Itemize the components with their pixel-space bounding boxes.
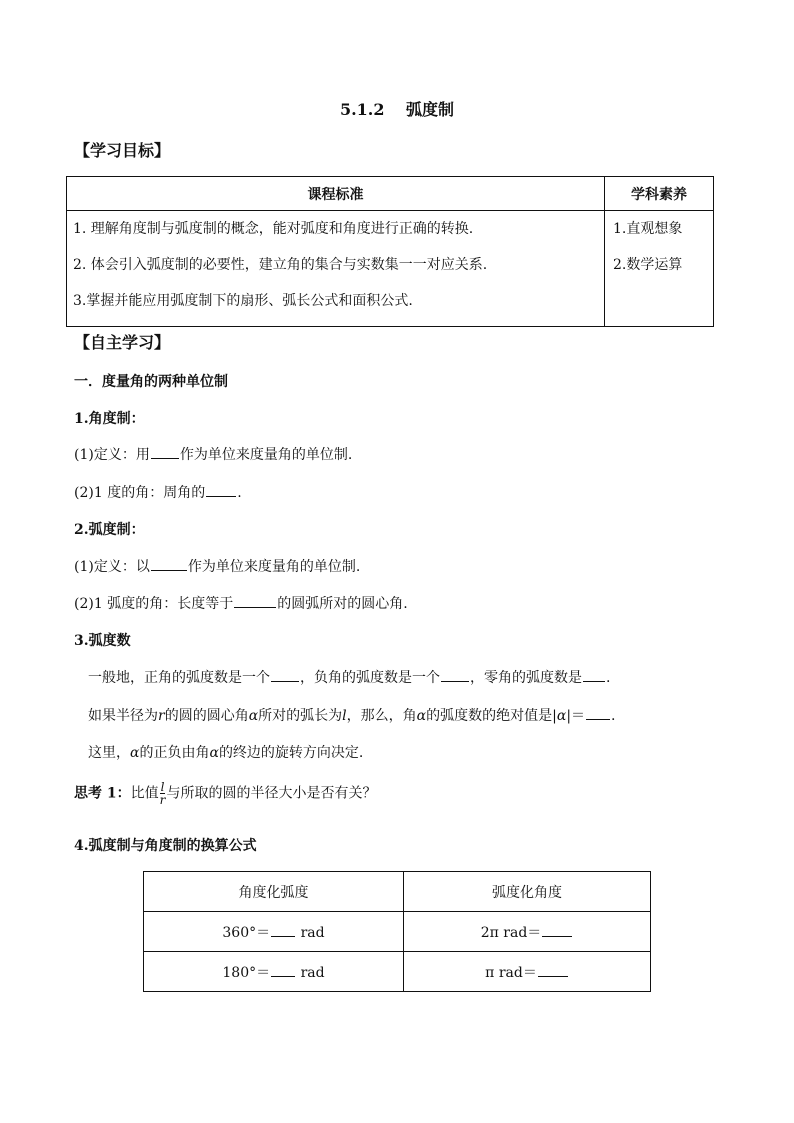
goal-item: 2. 体会引入弧度制的必要性，建立角的集合与实数集一一对应关系. bbox=[73, 257, 488, 273]
degree-heading: 1.角度制： bbox=[74, 411, 145, 427]
radian-definition: (1)定义：以 作为单位来度量角的单位制. bbox=[74, 556, 360, 576]
fill-blank[interactable] bbox=[271, 922, 295, 937]
fill-blank[interactable] bbox=[542, 922, 572, 937]
fill-blank[interactable] bbox=[271, 667, 299, 682]
section-learning-goals: 【学习目标】 bbox=[74, 141, 171, 160]
radian-one-radian: (2)1 弧度的角：长度等于 的圆弧所对的圆心角. bbox=[74, 593, 408, 613]
degree-one-degree: (2)1 度的角：周角的 . bbox=[74, 482, 242, 502]
conv-cell: 180°＝ rad bbox=[144, 952, 404, 992]
fill-blank[interactable] bbox=[206, 482, 236, 497]
conv-cell: 360°＝ rad bbox=[144, 912, 404, 952]
conv-header-rad-to-deg: 弧度化角度 bbox=[404, 872, 651, 912]
goals-header-standard: 课程标准 bbox=[67, 177, 605, 211]
radnum-line-1: 一般地，正角的弧度数是一个 ，负角的弧度数是一个 ，零角的弧度数是 . bbox=[88, 667, 610, 687]
radnum-line-3: 这里，α的正负由角α的终边的旋转方向决定. bbox=[88, 745, 364, 761]
part1-heading: 一．度量角的两种单位制 bbox=[74, 374, 228, 390]
goal-item: 1. 理解角度制与弧度制的概念，能对弧度和角度进行正确的转换. bbox=[73, 221, 474, 237]
fill-blank[interactable] bbox=[234, 593, 276, 608]
fill-blank[interactable] bbox=[586, 705, 610, 720]
radnum-line-2: 如果半径为r的圆的圆心角α所对的弧长为l，那么，角α的弧度数的绝对值是|α|＝ . bbox=[88, 705, 615, 725]
conv-cell: 2π rad＝ bbox=[404, 912, 651, 952]
radnum-heading: 3.弧度数 bbox=[74, 633, 131, 649]
degree-definition: (1)定义：用 作为单位来度量角的单位制. bbox=[74, 444, 352, 464]
radian-heading: 2.弧度制： bbox=[74, 522, 145, 538]
fill-blank[interactable] bbox=[583, 667, 605, 682]
goal-item: 3.掌握并能应用弧度制下的扇形、弧长公式和面积公式. bbox=[73, 293, 413, 309]
conversion-table bbox=[143, 871, 651, 992]
think-question: 思考 1：比值 $\frac{l}{r}$ 与所取的圆的半径大小是否有关？ bbox=[74, 780, 377, 807]
ratio-fraction: $\frac{l}{r}$ bbox=[159, 780, 166, 807]
conv-cell: π rad＝ bbox=[404, 952, 651, 992]
fill-blank[interactable] bbox=[271, 962, 295, 977]
section-self-study: 【自主学习】 bbox=[74, 333, 171, 352]
fill-blank[interactable] bbox=[151, 556, 187, 571]
conversion-heading: 4.弧度制与角度制的换算公式 bbox=[74, 838, 257, 854]
competency-item: 1.直观想象 bbox=[613, 221, 683, 237]
page-title: 5.1.2 弧度制 bbox=[339, 100, 455, 119]
competency-item: 2.数学运算 bbox=[613, 257, 683, 273]
conv-header-deg-to-rad: 角度化弧度 bbox=[144, 872, 404, 912]
goals-table bbox=[66, 176, 714, 327]
fill-blank[interactable] bbox=[441, 667, 469, 682]
goals-standards-cell bbox=[67, 211, 605, 327]
goals-competency-cell bbox=[605, 211, 714, 327]
goals-header-competency: 学科素养 bbox=[605, 177, 714, 211]
fill-blank[interactable] bbox=[538, 962, 568, 977]
fill-blank[interactable] bbox=[151, 444, 179, 459]
